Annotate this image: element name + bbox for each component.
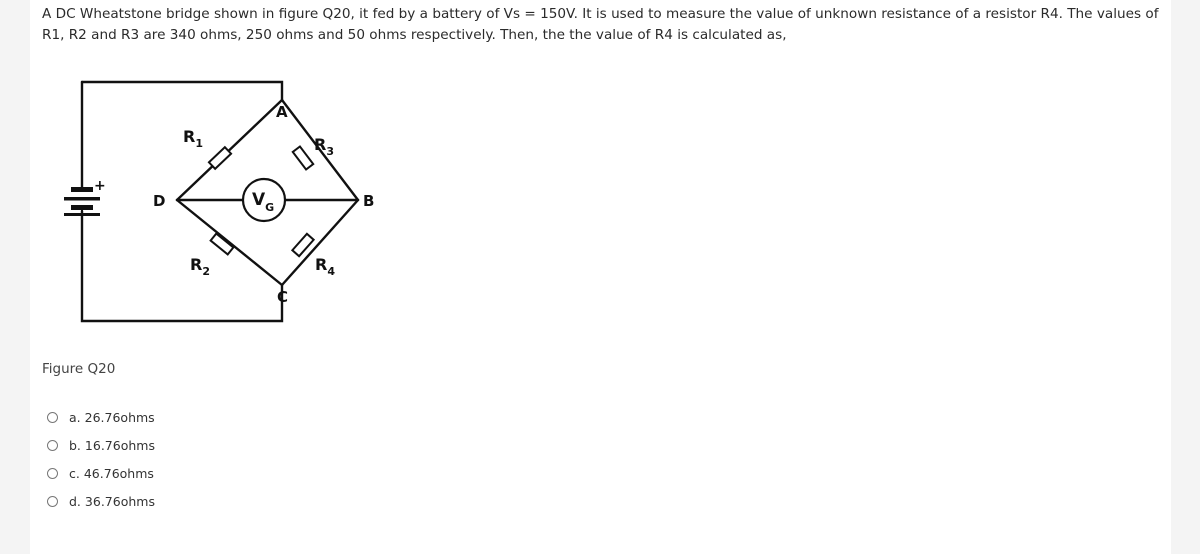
radio-button-a[interactable] xyxy=(47,412,58,423)
option-c-text: 46.76ohms xyxy=(83,465,154,481)
question-text: A DC Wheatstone bridge shown in figure Q20, it fed by a battery of Vs = 150V. It is used to measure the value of unknown resistance of a resistor R4. The values of R1, R2 and R3 are 340 ohms, 250 ohms and 50 ohms respectively. Then, the the value of R4 is calculated as, xyxy=(42,6,1159,43)
option-c-letter: c. xyxy=(69,465,80,481)
svg-text:R4 xyxy=(315,255,335,278)
resistor-r1-label: R xyxy=(183,127,196,146)
battery-plus-label: + xyxy=(94,178,106,194)
resistor-r2-subscript: 2 xyxy=(202,265,210,278)
radio-button-d[interactable] xyxy=(47,496,58,507)
resistor-r1-symbol xyxy=(209,147,231,169)
resistor-r4-subscript: 4 xyxy=(327,265,335,278)
option-b-text: 16.76ohms xyxy=(84,437,155,453)
svg-text:R2 xyxy=(190,255,210,278)
option-c[interactable] xyxy=(44,459,155,487)
node-b-label: B xyxy=(363,192,375,210)
resistor-r1-subscript: 1 xyxy=(195,137,203,150)
option-b[interactable] xyxy=(44,431,155,459)
circuit-wire-left-lower xyxy=(82,211,282,321)
option-b-letter: b. xyxy=(69,437,81,453)
node-d-label: D xyxy=(153,192,166,210)
figure-caption: Figure Q20 xyxy=(42,361,116,377)
option-a-text: 26.76ohms xyxy=(84,409,155,425)
option-d-text: 36.76ohms xyxy=(84,493,155,509)
radio-button-b[interactable] xyxy=(47,440,58,451)
option-a-letter: a. xyxy=(69,409,81,425)
svg-text:R1 xyxy=(183,127,203,150)
resistor-r3-subscript: 3 xyxy=(326,145,334,158)
galvanometer-label: V xyxy=(252,190,266,210)
resistor-r3-symbol xyxy=(293,147,313,170)
radio-button-c[interactable] xyxy=(47,468,58,479)
option-a[interactable] xyxy=(44,403,155,431)
resistor-r3-label: R xyxy=(314,135,327,154)
node-c-label: C xyxy=(277,288,289,306)
node-a-label: A xyxy=(276,103,288,121)
option-d-letter: d. xyxy=(69,493,81,509)
resistor-r2-label: R xyxy=(190,255,203,274)
circuit-wire-top xyxy=(82,82,282,100)
resistor-r4-label: R xyxy=(315,255,328,274)
answer-options xyxy=(44,403,155,515)
option-d[interactable] xyxy=(44,487,155,515)
galvanometer-subscript: G xyxy=(265,201,275,214)
wheatstone-bridge-diagram xyxy=(40,70,400,340)
